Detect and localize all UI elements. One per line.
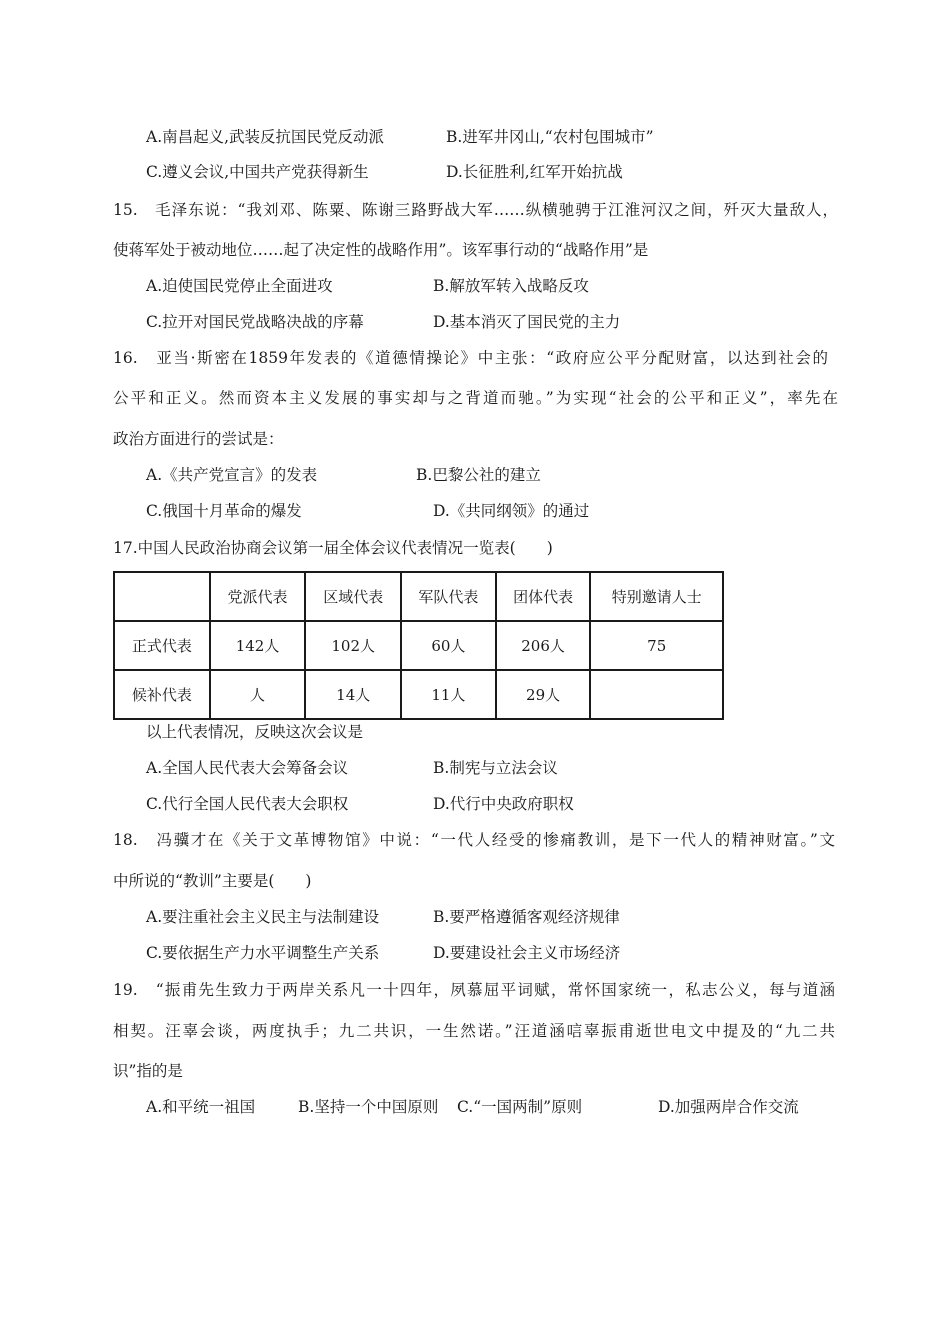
q16-option-d: D.《共同纲领》的通过 bbox=[433, 502, 590, 520]
table-header-cell: 特别邀请人士 bbox=[590, 572, 723, 621]
q15-option-b: B.解放军转入战略反攻 bbox=[433, 277, 589, 295]
q15-option-c: C.拉开对国民党战略决战的序幕 bbox=[146, 313, 364, 331]
q15-stem-line-1: 15. 毛泽东说：“我刘邓、陈粟、陈谢三路野战大军……纵横驰骋于江淮河汉之间，歼灭大量敌人， bbox=[113, 201, 838, 219]
q19-option-c: C.“一国两制”原则 bbox=[457, 1098, 583, 1116]
q14-option-a: A.南昌起义,武装反抗国民党反动派 bbox=[146, 128, 385, 146]
table-header-cell: 团体代表 bbox=[496, 572, 591, 621]
table-header-row bbox=[114, 572, 723, 621]
representatives-table bbox=[113, 571, 724, 720]
table-cell: 75 bbox=[590, 621, 723, 670]
q14-option-d: D.长征胜利,红军开始抗战 bbox=[446, 163, 623, 181]
table-header-cell: 军队代表 bbox=[401, 572, 496, 621]
q17-option-d: D.代行中央政府职权 bbox=[433, 795, 574, 813]
q19-stem-line-2: 相契。汪辜会谈，两度执手；九二共识，一生然诺。”汪道涵唁辜振甫逝世电文中提及的“九二共 bbox=[113, 1022, 835, 1040]
table-cell: 人 bbox=[210, 670, 306, 719]
table-row-label: 候补代表 bbox=[114, 670, 210, 719]
q15-option-d: D.基本消灭了国民党的主力 bbox=[433, 313, 621, 331]
table-cell: 142人 bbox=[210, 621, 306, 670]
q17-option-b: B.制宪与立法会议 bbox=[433, 759, 558, 777]
q14-option-c: C.遵义会议,中国共产党获得新生 bbox=[146, 163, 369, 181]
table-cell: 14人 bbox=[305, 670, 401, 719]
table-cell: 102人 bbox=[305, 621, 401, 670]
q19-option-a: A.和平统一祖国 bbox=[146, 1098, 256, 1116]
q18-option-c: C.要依据生产力水平调整生产关系 bbox=[146, 944, 380, 962]
table-header-cell: 党派代表 bbox=[210, 572, 306, 621]
q18-option-a: A.要注重社会主义民主与法制建设 bbox=[146, 908, 380, 926]
q18-option-d: D.要建设社会主义市场经济 bbox=[433, 944, 621, 962]
q17-title: 17.中国人民政治协商会议第一届全体会议代表情况一览表( ) bbox=[113, 539, 553, 557]
table-cell bbox=[590, 670, 723, 719]
q16-option-a: A.《共产党宣言》的发表 bbox=[146, 466, 318, 484]
table-cell: 60人 bbox=[401, 621, 496, 670]
q16-stem-line-1: 16. 亚当·斯密在1859年发表的《道德情操论》中主张：“政府应公平分配财富，以达到社会的 bbox=[113, 349, 828, 367]
q19-option-d: D.加强两岸合作交流 bbox=[658, 1098, 799, 1116]
table-row-label: 正式代表 bbox=[114, 621, 210, 670]
q16-option-c: C.俄国十月革命的爆发 bbox=[146, 502, 302, 520]
q18-stem-line-2: 中所说的“教训”主要是( ) bbox=[113, 872, 312, 890]
q16-stem-line-3: 政治方面进行的尝试是： bbox=[113, 430, 284, 448]
q15-stem-line-2: 使蒋军处于被动地位……起了决定性的战略作用”。该军事行动的“战略作用”是 bbox=[113, 241, 649, 259]
q17-option-a: A.全国人民代表大会筹备会议 bbox=[146, 759, 349, 777]
q18-stem-line-1: 18. 冯骥才在《关于文革博物馆》中说：“一代人经受的惨痛教训，是下一代人的精神财富。”文 bbox=[113, 831, 835, 849]
table-header-cell: 区域代表 bbox=[305, 572, 401, 621]
q17-prompt: 以上代表情况，反映这次会议是 bbox=[146, 723, 364, 741]
q15-option-a: A.迫使国民党停止全面进攻 bbox=[146, 277, 333, 295]
table-header-cell bbox=[114, 572, 210, 621]
table-cell: 29人 bbox=[496, 670, 591, 719]
q19-stem-line-3: 识”指的是 bbox=[113, 1062, 183, 1080]
q16-stem-line-2: 公平和正义。然而资本主义发展的事实却与之背道而驰。”为实现“社会的公平和正义”，率先在 bbox=[113, 389, 838, 407]
q18-option-b: B.要严格遵循客观经济规律 bbox=[433, 908, 620, 926]
q14-option-b: B.进军井冈山,“农村包围城市” bbox=[446, 128, 654, 146]
q19-stem-line-1: 19. “振甫先生致力于两岸关系凡一十四年，夙慕屈平词赋，常怀国家统一，私志公义，每与道涵 bbox=[113, 981, 835, 999]
q17-option-c: C.代行全国人民代表大会职权 bbox=[146, 795, 349, 813]
table-row bbox=[114, 621, 723, 670]
table-cell: 206人 bbox=[496, 621, 591, 670]
table-row bbox=[114, 670, 723, 719]
table-cell: 11人 bbox=[401, 670, 496, 719]
q16-option-b: B.巴黎公社的建立 bbox=[416, 466, 541, 484]
q19-option-b: B.坚持一个中国原则 bbox=[298, 1098, 439, 1116]
